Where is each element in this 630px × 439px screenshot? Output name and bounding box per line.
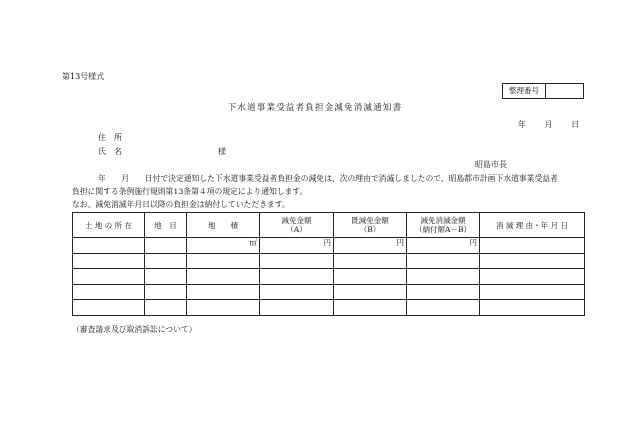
header-land-category: 地 目: [145, 213, 187, 238]
header-exemption-amount: 減免金額 （A）: [260, 213, 334, 238]
cell-category: [145, 238, 187, 254]
reference-number-box: [502, 83, 584, 99]
body-text-line-3: なお、減免消滅年月日以降の負担金は納付していただきます。: [72, 200, 290, 209]
issue-date: [518, 120, 595, 130]
table-row: [73, 253, 585, 269]
address-label: 住 所: [98, 133, 122, 142]
table-header-row: [73, 213, 585, 238]
date-month: 月: [544, 120, 553, 129]
cell-reason: [480, 238, 585, 254]
date-year: 年: [518, 120, 526, 129]
cell-location: [73, 238, 145, 254]
table-row: [73, 238, 585, 254]
name-label: 氏 名: [98, 147, 122, 156]
reference-number-value: [546, 84, 583, 98]
document-title: 下水道事業受益者負担金減免消滅通知書: [227, 103, 403, 113]
header-land-location: 土 地 の 所 在: [73, 213, 145, 238]
form-number: 第13号様式: [62, 72, 105, 81]
table-row: [73, 269, 585, 285]
exemption-table: [72, 212, 585, 316]
header-land-area: 地 積: [187, 213, 260, 238]
header-cancelled-amount: 減免消滅金額 （納付額A－B）: [407, 213, 480, 238]
cell-cancelled-unit: 円: [407, 238, 480, 254]
appeal-note: （審査請求及び取消訴訟について）: [72, 325, 197, 334]
cell-area-unit: ㎡: [187, 238, 260, 254]
header-cancel-reason: 消 滅 理 由・年 月 日: [480, 213, 585, 238]
body-text-line-1: 年 月 日付で決定通知した下水道事業受益者負担金の減免は、次の理由で消滅しましたので、昭島都市計画下水道事業受益者: [98, 174, 558, 183]
table-row: [73, 300, 585, 316]
cell-prior-unit: 円: [334, 238, 407, 254]
date-day: 日: [571, 120, 580, 129]
body-text-line-2: 負担に関する条例施行規則第13条第４項の規定により通知します。: [72, 187, 308, 196]
table-row: [73, 284, 585, 300]
reference-number-label: 整理番号: [503, 84, 546, 98]
name-honorific: 様: [218, 147, 226, 156]
header-prior-exemption: 既減免金額 （B）: [334, 213, 407, 238]
issuer-name: 昭島市長: [475, 160, 507, 169]
cell-exemption-unit: 円: [260, 238, 334, 254]
